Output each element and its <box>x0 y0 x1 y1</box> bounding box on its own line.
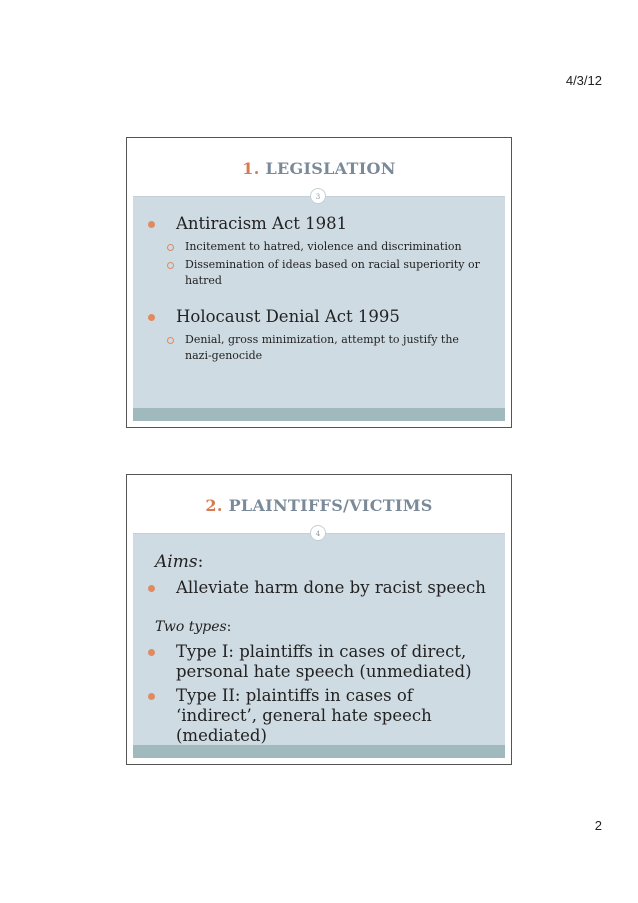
slide-title <box>133 159 505 178</box>
slide-number-badge: 4 <box>310 525 326 541</box>
slide-footer-bar <box>133 745 505 758</box>
types-colon: : <box>226 619 232 635</box>
slide-footer-bar <box>133 408 505 421</box>
page-number: 2 <box>594 818 602 833</box>
bullet-item: Antiracism Act 1981 <box>133 214 505 234</box>
slide-body <box>133 481 505 758</box>
slide-number-badge: 3 <box>310 188 326 204</box>
slide-title-text: PLAINTIFFS/VICTIMS <box>228 496 433 515</box>
bullet-item: Type II: plaintiffs in cases of ‘indirect’, general hate speech (mediated) <box>133 686 505 746</box>
sub-bullet-item: Denial, gross minimization, attempt to justify the nazi-genocide <box>133 332 505 364</box>
slide-title-number: 1. <box>242 159 260 178</box>
page-date: 4/3/12 <box>565 73 602 88</box>
slide-legislation <box>126 137 512 428</box>
bullet-item: Type I: plaintiffs in cases of direct, personal hate speech (unmediated) <box>133 642 505 682</box>
slide-content <box>133 214 505 364</box>
aims-heading <box>133 551 505 573</box>
slide-title-text: LEGISLATION <box>265 159 396 178</box>
sub-bullet-item: Dissemination of ideas based on racial superiority or hatred <box>133 257 505 289</box>
aims-label: Aims <box>155 552 198 572</box>
bullet-item: Alleviate harm done by racist speech <box>133 578 505 598</box>
types-label: Two types <box>155 619 227 635</box>
slide-plaintiffs <box>126 474 512 765</box>
slide-title <box>133 496 505 515</box>
types-heading <box>133 616 505 638</box>
slide-content <box>133 551 505 746</box>
aims-colon: : <box>197 552 204 572</box>
bullet-item: Holocaust Denial Act 1995 <box>133 307 505 327</box>
sub-bullet-item: Incitement to hatred, violence and discrimination <box>133 239 505 255</box>
slide-title-number: 2. <box>205 496 223 515</box>
slide-body <box>133 144 505 421</box>
